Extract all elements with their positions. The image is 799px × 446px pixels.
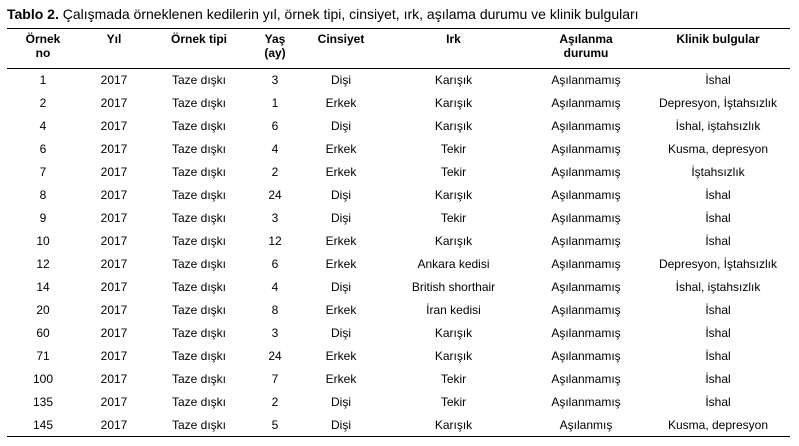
cell-yas: 4 bbox=[271, 280, 279, 294]
cell-ornek-no: 7 bbox=[39, 165, 47, 179]
cell-ornek-tipi: Taze dışkı bbox=[171, 395, 227, 409]
cell-asilanma-durumu: Aşılanmamış bbox=[551, 372, 621, 386]
cell-klinik-bulgular: İshal bbox=[705, 395, 731, 409]
cell-irk: Tekir bbox=[440, 395, 467, 409]
cell-klinik-bulgular: İshal bbox=[705, 303, 731, 317]
caption-text: Çalışmada örneklenen kedilerin yıl, örnek tipi, cinsiyet, ırk, aşılama durumu ve klinik bulguları bbox=[58, 6, 639, 22]
cell-ornek-tipi: Taze dışkı bbox=[171, 303, 227, 317]
cell-klinik-bulgular: Depresyon, İştahsızlık bbox=[658, 257, 778, 271]
table-row bbox=[7, 322, 790, 345]
cell-ornek-no: 10 bbox=[36, 234, 50, 248]
table-caption bbox=[7, 6, 639, 22]
cell-klinik-bulgular: İshal bbox=[705, 349, 731, 363]
table-row bbox=[7, 138, 790, 161]
cell-cinsiyet: Dişi bbox=[331, 211, 351, 225]
cell-irk: Karışık bbox=[434, 188, 473, 202]
table-row bbox=[7, 69, 790, 92]
cell-irk: Tekir bbox=[440, 372, 467, 386]
cell-yas: 24 bbox=[268, 349, 282, 363]
cell-irk: Karışık bbox=[434, 73, 473, 88]
cell-yil: 2017 bbox=[100, 96, 128, 110]
table-row bbox=[7, 207, 790, 230]
cell-ornek-no: 145 bbox=[7, 414, 79, 437]
cell-asilanma-durumu: Aşılanmamış bbox=[551, 96, 621, 110]
cell-cinsiyet: Erkek bbox=[325, 142, 357, 156]
cell-klinik-bulgular: Depresyon, İştahsızlık bbox=[658, 96, 778, 110]
cell-yas: 3 bbox=[271, 326, 279, 340]
results-table bbox=[7, 28, 790, 437]
cell-klinik-bulgular: İshal bbox=[705, 188, 731, 202]
cell-ornek-no: 100 bbox=[32, 372, 54, 386]
cell-irk: Tekir bbox=[440, 142, 467, 156]
cell-yas: 3 bbox=[271, 73, 279, 88]
cell-irk: Tekir bbox=[440, 165, 467, 179]
header-cinsiyet: Cinsiyet bbox=[301, 29, 381, 69]
cell-yas: 24 bbox=[268, 188, 282, 202]
cell-cinsiyet: Dişi bbox=[331, 73, 351, 88]
cell-irk: Tekir bbox=[440, 211, 467, 225]
cell-asilanma-durumu: Aşılanmamış bbox=[551, 395, 621, 409]
cell-yas: 6 bbox=[271, 119, 279, 133]
cell-klinik-bulgular: İshal, iştahsızlık bbox=[675, 280, 761, 294]
cell-asilanma-durumu: Aşılanmamış bbox=[551, 211, 621, 225]
caption-label: Tablo 2. bbox=[7, 6, 59, 22]
header-irk: Irk bbox=[381, 29, 526, 69]
header-yas: Yaş (ay) bbox=[249, 29, 301, 69]
cell-cinsiyet: Erkek bbox=[325, 234, 357, 248]
table-row bbox=[7, 345, 790, 368]
cell-yas: 5 bbox=[249, 414, 301, 437]
cell-yil: 2017 bbox=[100, 395, 128, 409]
table-row bbox=[7, 368, 790, 391]
cell-cinsiyet: Erkek bbox=[325, 372, 357, 386]
cell-cinsiyet: Dişi bbox=[331, 188, 351, 202]
cell-yas: 12 bbox=[268, 234, 282, 248]
cell-yas: 1 bbox=[271, 96, 279, 110]
cell-yil: 2017 bbox=[100, 211, 128, 225]
cell-asilanma-durumu: Aşılanmamış bbox=[551, 349, 621, 363]
cell-irk: British shorthair bbox=[411, 280, 496, 294]
cell-klinik-bulgular: İshal bbox=[705, 211, 731, 225]
cell-ornek-tipi: Taze dışkı bbox=[171, 257, 227, 271]
table-row bbox=[7, 253, 790, 276]
cell-ornek-no: 1 bbox=[39, 73, 47, 88]
cell-cinsiyet: Erkek bbox=[325, 303, 357, 317]
cell-ornek-tipi: Taze dışkı bbox=[171, 234, 227, 248]
cell-asilanma-durumu: Aşılanmamış bbox=[551, 73, 621, 88]
cell-irk: Ankara kedisi bbox=[417, 257, 490, 271]
cell-yil: 2017 bbox=[100, 257, 128, 271]
cell-yas: 2 bbox=[271, 395, 279, 409]
table-row bbox=[7, 161, 790, 184]
cell-yas: 3 bbox=[271, 211, 279, 225]
cell-ornek-tipi: Taze dışkı bbox=[171, 73, 227, 88]
cell-irk: Karışık bbox=[434, 234, 473, 248]
cell-ornek-tipi: Taze dışkı bbox=[171, 280, 227, 294]
cell-ornek-no: 12 bbox=[36, 257, 50, 271]
cell-ornek-tipi: Taze dışkı bbox=[171, 211, 227, 225]
cell-yas: 4 bbox=[271, 142, 279, 156]
header-yil: Yıl bbox=[79, 29, 149, 69]
header-row bbox=[7, 29, 790, 69]
cell-yil: 2017 bbox=[100, 372, 128, 386]
cell-ornek-no: 71 bbox=[36, 349, 50, 363]
cell-ornek-no: 4 bbox=[39, 119, 47, 133]
cell-yil: 2017 bbox=[100, 349, 128, 363]
cell-yil: 2017 bbox=[100, 234, 128, 248]
cell-asilanma-durumu: Aşılanmamış bbox=[551, 326, 621, 340]
table-row bbox=[7, 230, 790, 253]
cell-cinsiyet: Erkek bbox=[325, 165, 357, 179]
cell-irk: Karışık bbox=[381, 414, 526, 437]
table-row bbox=[7, 414, 790, 437]
cell-yas: 7 bbox=[271, 372, 279, 386]
cell-klinik-bulgular: İshal bbox=[705, 73, 731, 88]
cell-asilanma-durumu: Aşılanmamış bbox=[551, 234, 621, 248]
cell-klinik-bulgular: Kusma, depresyon bbox=[667, 142, 769, 156]
cell-irk: Karışık bbox=[434, 349, 473, 363]
cell-klinik-bulgular: İshal bbox=[705, 326, 731, 340]
cell-klinik-bulgular: İshal, iştahsızlık bbox=[675, 119, 761, 133]
cell-ornek-no: 2 bbox=[39, 96, 47, 110]
cell-ornek-tipi: Taze dışkı bbox=[171, 326, 227, 340]
cell-cinsiyet: Dişi bbox=[331, 119, 351, 133]
header-asilanma-durumu: Aşılanma durumu bbox=[526, 29, 646, 69]
table-row bbox=[7, 391, 790, 414]
cell-asilanma-durumu: Aşılanmamış bbox=[551, 280, 621, 294]
cell-yil: 2017 bbox=[100, 73, 128, 88]
table-body bbox=[7, 69, 790, 437]
cell-asilanma-durumu: Aşılanmamış bbox=[551, 303, 621, 317]
cell-yas: 8 bbox=[271, 303, 279, 317]
table-row bbox=[7, 299, 790, 322]
table-row bbox=[7, 184, 790, 207]
cell-irk: Karışık bbox=[434, 119, 473, 133]
cell-ornek-no: 14 bbox=[36, 280, 50, 294]
cell-asilanma-durumu: Aşılanmamış bbox=[551, 165, 621, 179]
table-row bbox=[7, 115, 790, 138]
cell-yil: 2017 bbox=[100, 326, 128, 340]
cell-ornek-tipi: Taze dışkı bbox=[171, 96, 227, 110]
cell-cinsiyet: Erkek bbox=[325, 349, 357, 363]
cell-yas: 6 bbox=[271, 257, 279, 271]
cell-yil: 2017 bbox=[100, 188, 128, 202]
cell-yil: 2017 bbox=[100, 280, 128, 294]
cell-yil: 2017 bbox=[100, 303, 128, 317]
cell-asilanma-durumu: Aşılanmamış bbox=[551, 119, 621, 133]
cell-klinik-bulgular: İshal bbox=[705, 234, 731, 248]
table-row bbox=[7, 276, 790, 299]
cell-cinsiyet: Dişi bbox=[331, 395, 351, 409]
cell-cinsiyet: Dişi bbox=[331, 326, 351, 340]
cell-ornek-tipi: Taze dışkı bbox=[171, 349, 227, 363]
header-ornek-no: Örnek no bbox=[7, 29, 79, 69]
cell-cinsiyet: Dişi bbox=[301, 414, 381, 437]
cell-cinsiyet: Dişi bbox=[331, 280, 351, 294]
table-row bbox=[7, 92, 790, 115]
header-klinik-bulgular: Klinik bulgular bbox=[646, 29, 790, 69]
cell-yil: 2017 bbox=[100, 119, 128, 133]
cell-klinik-bulgular: Kusma, depresyon bbox=[646, 414, 790, 437]
cell-yas: 2 bbox=[271, 165, 279, 179]
cell-ornek-no: 8 bbox=[39, 188, 47, 202]
cell-ornek-no: 9 bbox=[39, 211, 47, 225]
cell-yil: 2017 bbox=[100, 165, 128, 179]
cell-cinsiyet: Erkek bbox=[325, 96, 357, 110]
cell-ornek-tipi: Taze dışkı bbox=[171, 165, 227, 179]
cell-irk: İran kedisi bbox=[426, 303, 481, 317]
header-ornek-tipi: Örnek tipi bbox=[149, 29, 249, 69]
cell-ornek-tipi: Taze dışkı bbox=[171, 119, 227, 133]
cell-ornek-no: 6 bbox=[39, 142, 47, 156]
cell-cinsiyet: Erkek bbox=[325, 257, 357, 271]
cell-asilanma-durumu: Aşılanmış bbox=[526, 414, 646, 437]
cell-ornek-no: 60 bbox=[36, 326, 50, 340]
cell-ornek-tipi: Taze dışkı bbox=[171, 142, 227, 156]
cell-yil: 2017 bbox=[79, 414, 149, 437]
cell-asilanma-durumu: Aşılanmamış bbox=[551, 257, 621, 271]
cell-ornek-tipi: Taze dışkı bbox=[149, 414, 249, 437]
cell-asilanma-durumu: Aşılanmamış bbox=[551, 142, 621, 156]
cell-asilanma-durumu: Aşılanmamış bbox=[551, 188, 621, 202]
cell-ornek-no: 20 bbox=[36, 303, 50, 317]
cell-irk: Karışık bbox=[434, 326, 473, 340]
cell-klinik-bulgular: İshal bbox=[705, 372, 731, 386]
cell-ornek-tipi: Taze dışkı bbox=[171, 188, 227, 202]
cell-ornek-tipi: Taze dışkı bbox=[171, 372, 227, 386]
cell-klinik-bulgular: İştahsızlık bbox=[691, 165, 745, 179]
cell-yil: 2017 bbox=[100, 142, 128, 156]
cell-irk: Karışık bbox=[434, 96, 473, 110]
cell-ornek-no: 135 bbox=[32, 395, 54, 409]
